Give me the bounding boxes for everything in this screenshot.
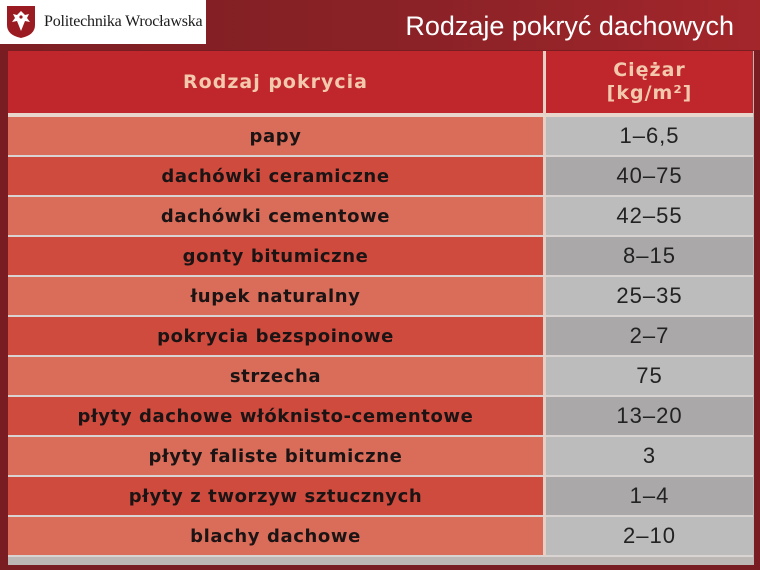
column-header-weight-label: Ciężar	[613, 59, 686, 81]
table-row	[8, 477, 753, 517]
roof-type-cell: dachówki cementowe	[8, 197, 546, 237]
column-header-weight-unit: [kg/m²]	[606, 82, 693, 104]
column-header-weight	[546, 51, 753, 117]
table-body	[8, 117, 753, 557]
roof-covering-table	[8, 51, 753, 557]
weight-cell: 25–35	[546, 277, 753, 317]
table-row	[8, 117, 753, 157]
table-row	[8, 437, 753, 477]
weight-cell: 2–10	[546, 517, 753, 557]
roof-type-cell: dachówki ceramiczne	[8, 157, 546, 197]
weight-cell: 75	[546, 357, 753, 397]
weight-cell: 1–6,5	[546, 117, 753, 157]
weight-cell: 1–4	[546, 477, 753, 517]
weight-cell: 13–20	[546, 397, 753, 437]
table-row	[8, 357, 753, 397]
eagle-crest-icon	[6, 5, 36, 39]
weight-cell: 40–75	[546, 157, 753, 197]
roof-type-cell: płyty faliste bitumiczne	[8, 437, 546, 477]
roof-type-cell: gonty bitumiczne	[8, 237, 546, 277]
slide-title: Rodzaje pokryć dachowych	[405, 11, 734, 41]
roof-type-cell: łupek naturalny	[8, 277, 546, 317]
roof-type-cell: blachy dachowe	[8, 517, 546, 557]
table-header-row	[8, 51, 753, 117]
university-logo	[0, 0, 206, 44]
roof-type-cell: pokrycia bezspoinowe	[8, 317, 546, 357]
table-row	[8, 157, 753, 197]
weight-cell: 2–7	[546, 317, 753, 357]
roof-type-cell: płyty dachowe włóknisto-cementowe	[8, 397, 546, 437]
table-row	[8, 317, 753, 357]
column-header-type: Rodzaj pokrycia	[8, 51, 546, 117]
table-row	[8, 237, 753, 277]
roof-type-cell: płyty z tworzyw sztucznych	[8, 477, 546, 517]
table-row	[8, 517, 753, 557]
weight-cell: 8–15	[546, 237, 753, 277]
weight-cell: 3	[546, 437, 753, 477]
table-row	[8, 277, 753, 317]
roof-type-cell: papy	[8, 117, 546, 157]
logo-text: Politechnika Wrocławska	[44, 13, 203, 30]
roof-type-cell: strzecha	[8, 357, 546, 397]
weight-cell: 42–55	[546, 197, 753, 237]
table-row	[8, 197, 753, 237]
roof-covering-table-container	[8, 51, 754, 565]
table-row	[8, 397, 753, 437]
slide-header	[0, 0, 760, 50]
